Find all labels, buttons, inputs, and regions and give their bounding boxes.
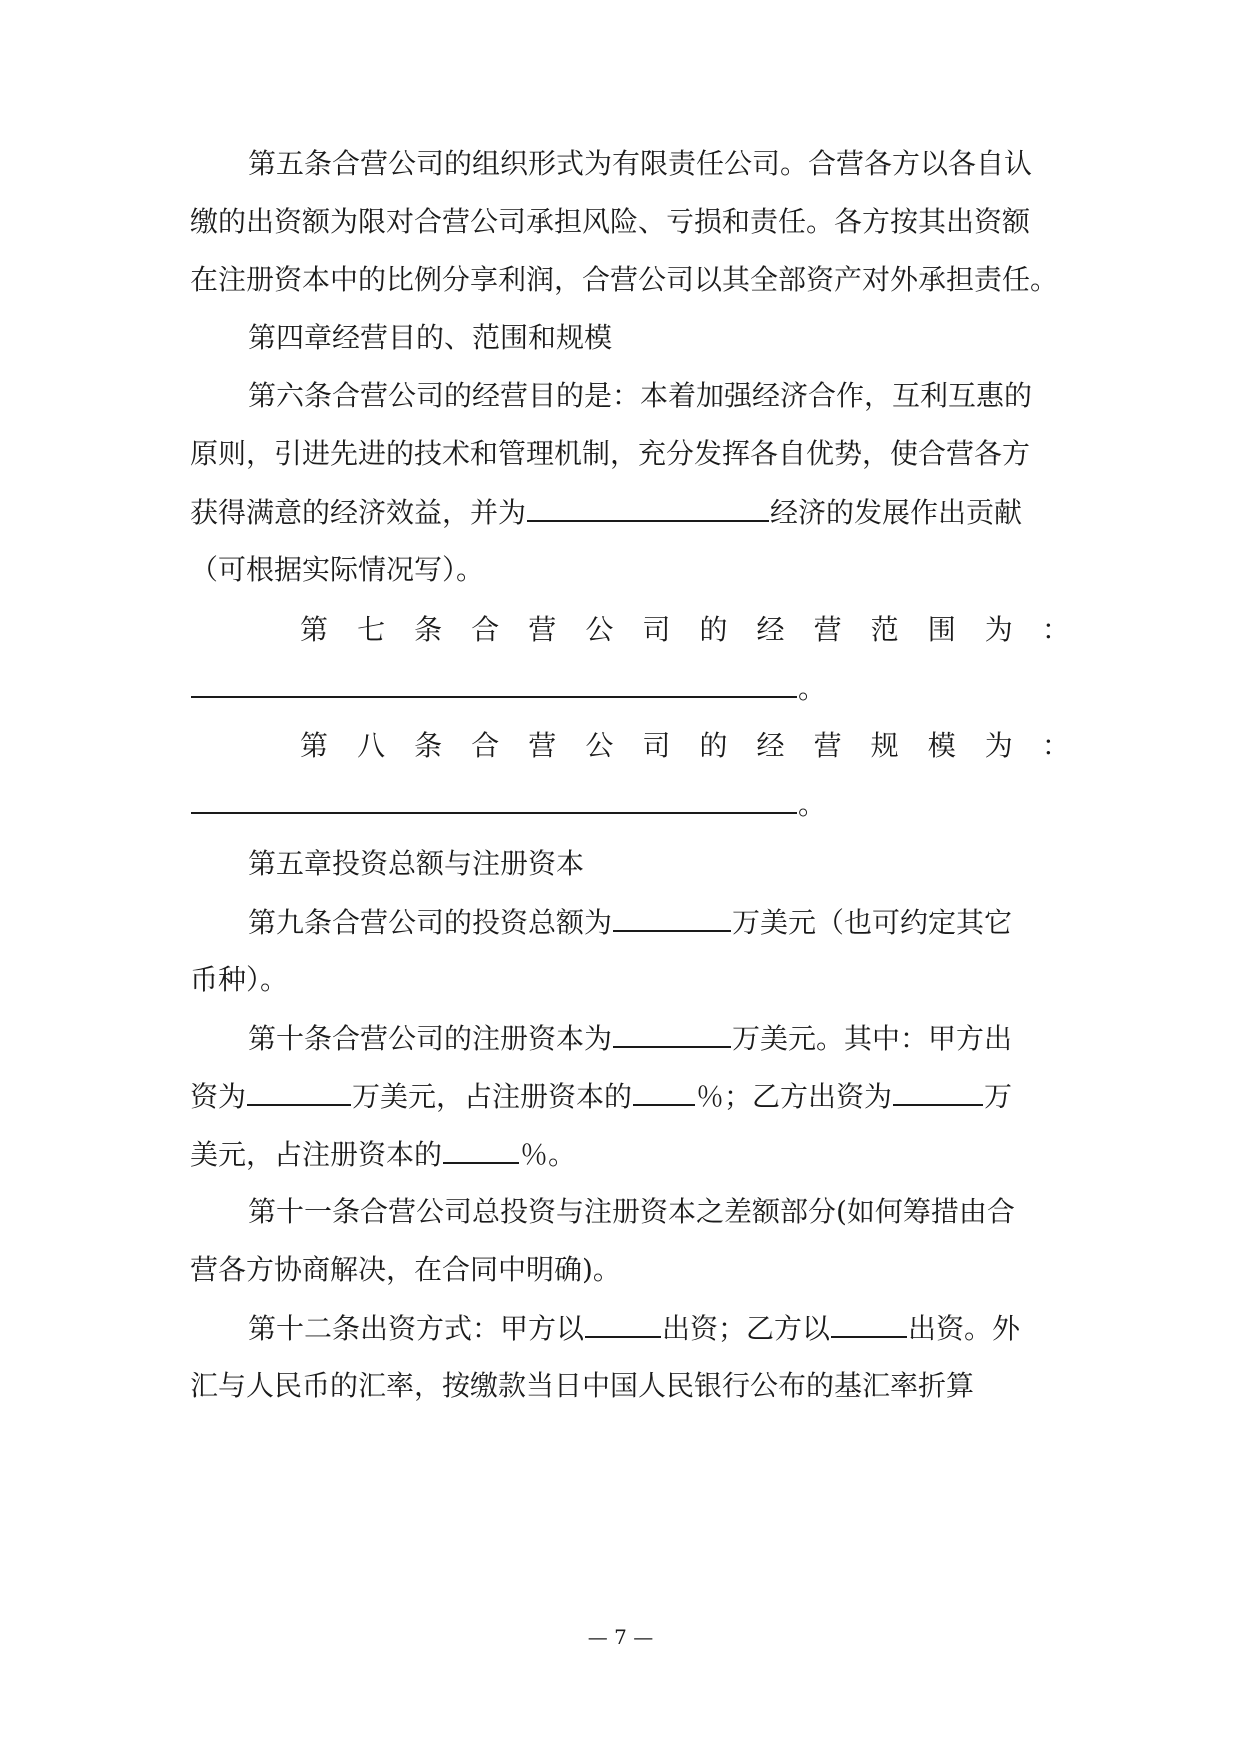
article-8-char: 公 <box>585 729 614 762</box>
article-10-text-b: 万美元。其中：甲方出 <box>732 1022 1013 1055</box>
article-10-text-d: 万美元，占注册资本的 <box>352 1080 633 1113</box>
article-10-text-g: 美元，占注册资本的 <box>190 1138 443 1171</box>
article-10-text-h: ％。 <box>520 1138 577 1171</box>
article-8-char: 为 <box>984 729 1013 762</box>
article-10-text-c: 资为 <box>190 1080 247 1113</box>
article-8-char: 条 <box>414 729 443 762</box>
page-number: — 7 — <box>587 1625 654 1649</box>
article-12-line-1 <box>248 1310 1070 1347</box>
article-11-line-1: 第十一条合营公司总投资与注册资本之差额部分(如何筹措由合 <box>248 1195 1015 1228</box>
article-7-char: 营 <box>813 613 842 646</box>
article-8-char: 合 <box>471 729 500 762</box>
article-12-text-a: 第十二条出资方式：甲方以 <box>248 1312 585 1345</box>
article-10-line-3 <box>190 1136 1070 1173</box>
chapter-5-heading: 第五章投资总额与注册资本 <box>248 847 585 880</box>
article-8-char: 的 <box>699 729 728 762</box>
article-7-char: 经 <box>756 613 785 646</box>
article-7-char: 司 <box>642 613 671 646</box>
party-b-amount-blank <box>893 1078 983 1106</box>
article-7-char: 合 <box>471 613 500 646</box>
article-9-text-b: 万美元（也可约定其它 <box>732 906 1013 939</box>
economy-blank <box>527 494 769 522</box>
article-7-char: 公 <box>585 613 614 646</box>
article-6-text-a: 获得满意的经济效益，并为 <box>190 496 527 529</box>
article-8-char: 经 <box>756 729 785 762</box>
article-5-line-2: 缴的出资额为限对合营公司承担风险、亏损和责任。各方按其出资额 <box>190 205 1031 238</box>
party-b-method-blank <box>831 1310 907 1338</box>
chapter-4-heading: 第四章经营目的、范围和规模 <box>248 321 613 354</box>
article-8-char: 八 <box>357 729 386 762</box>
article-10-line-1 <box>248 1020 1070 1057</box>
business-scope-blank <box>191 670 797 698</box>
article-7-char: 营 <box>528 613 557 646</box>
article-8-char: ： <box>1041 729 1070 762</box>
party-a-method-blank <box>585 1310 661 1338</box>
article-7-char: 围 <box>927 613 956 646</box>
registered-capital-blank <box>613 1020 731 1048</box>
article-10-text-a: 第十条合营公司的注册资本为 <box>248 1022 613 1055</box>
article-7-char: 为 <box>984 613 1013 646</box>
article-9-text-a: 第九条合营公司的投资总额为 <box>248 906 613 939</box>
party-b-percent-blank <box>443 1136 519 1164</box>
article-10-text-e: ％；乙方出资为 <box>696 1080 893 1113</box>
article-7-char: 七 <box>357 613 386 646</box>
article-8-char: 第 <box>300 729 329 762</box>
article-8-line-1 <box>300 728 1070 764</box>
article-7-char: 第 <box>300 613 329 646</box>
article-8-char: 营 <box>528 729 557 762</box>
article-12-line-2: 汇与人民币的汇率，按缴款当日中国人民银行公布的基汇率折算 <box>190 1369 975 1402</box>
business-scale-blank <box>191 786 797 814</box>
article-10-text-f: 万 <box>984 1080 1013 1113</box>
article-7-line-2 <box>190 670 1070 707</box>
article-8-char: 司 <box>642 729 671 762</box>
article-7-line-1 <box>300 612 1070 648</box>
article-6-line-2: 原则，引进先进的技术和管理机制，充分发挥各自优势，使合营各方 <box>190 437 1031 470</box>
article-6-line-3 <box>190 494 1070 531</box>
article-5-line-1: 第五条合营公司的组织形式为有限责任公司。合营各方以各自认 <box>248 147 1033 180</box>
article-6-text-b: 经济的发展作出贡献 <box>770 496 1023 529</box>
article-12-text-c: 出资。外 <box>908 1312 1021 1345</box>
party-a-amount-blank <box>247 1078 351 1106</box>
article-7-char: 的 <box>699 613 728 646</box>
article-7-end: 。 <box>798 672 827 705</box>
article-12-text-b: 出资；乙方以 <box>662 1312 831 1345</box>
article-11-line-2: 营各方协商解决，在合同中明确)。 <box>190 1253 621 1286</box>
article-7-char: 条 <box>414 613 443 646</box>
article-7-char: 范 <box>870 613 899 646</box>
article-5-line-3: 在注册资本中的比例分享利润，合营公司以其全部资产对外承担责任。 <box>190 263 1059 296</box>
article-9-line-2: 币种）。 <box>190 963 289 996</box>
article-8-char: 营 <box>813 729 842 762</box>
party-a-percent-blank <box>633 1078 695 1106</box>
article-8-end: 。 <box>798 788 827 821</box>
article-8-char: 模 <box>927 729 956 762</box>
article-9-line-1 <box>248 904 1070 941</box>
article-6-line-1: 第六条合营公司的经营目的是：本着加强经济合作，互利互惠的 <box>248 379 1033 412</box>
article-8-line-2 <box>190 786 1070 823</box>
total-investment-blank <box>613 904 731 932</box>
article-6-note: （可根据实际情况写）。 <box>190 553 485 586</box>
article-8-char: 规 <box>870 729 899 762</box>
article-7-char: ： <box>1041 613 1070 646</box>
article-10-line-2 <box>190 1078 1070 1115</box>
